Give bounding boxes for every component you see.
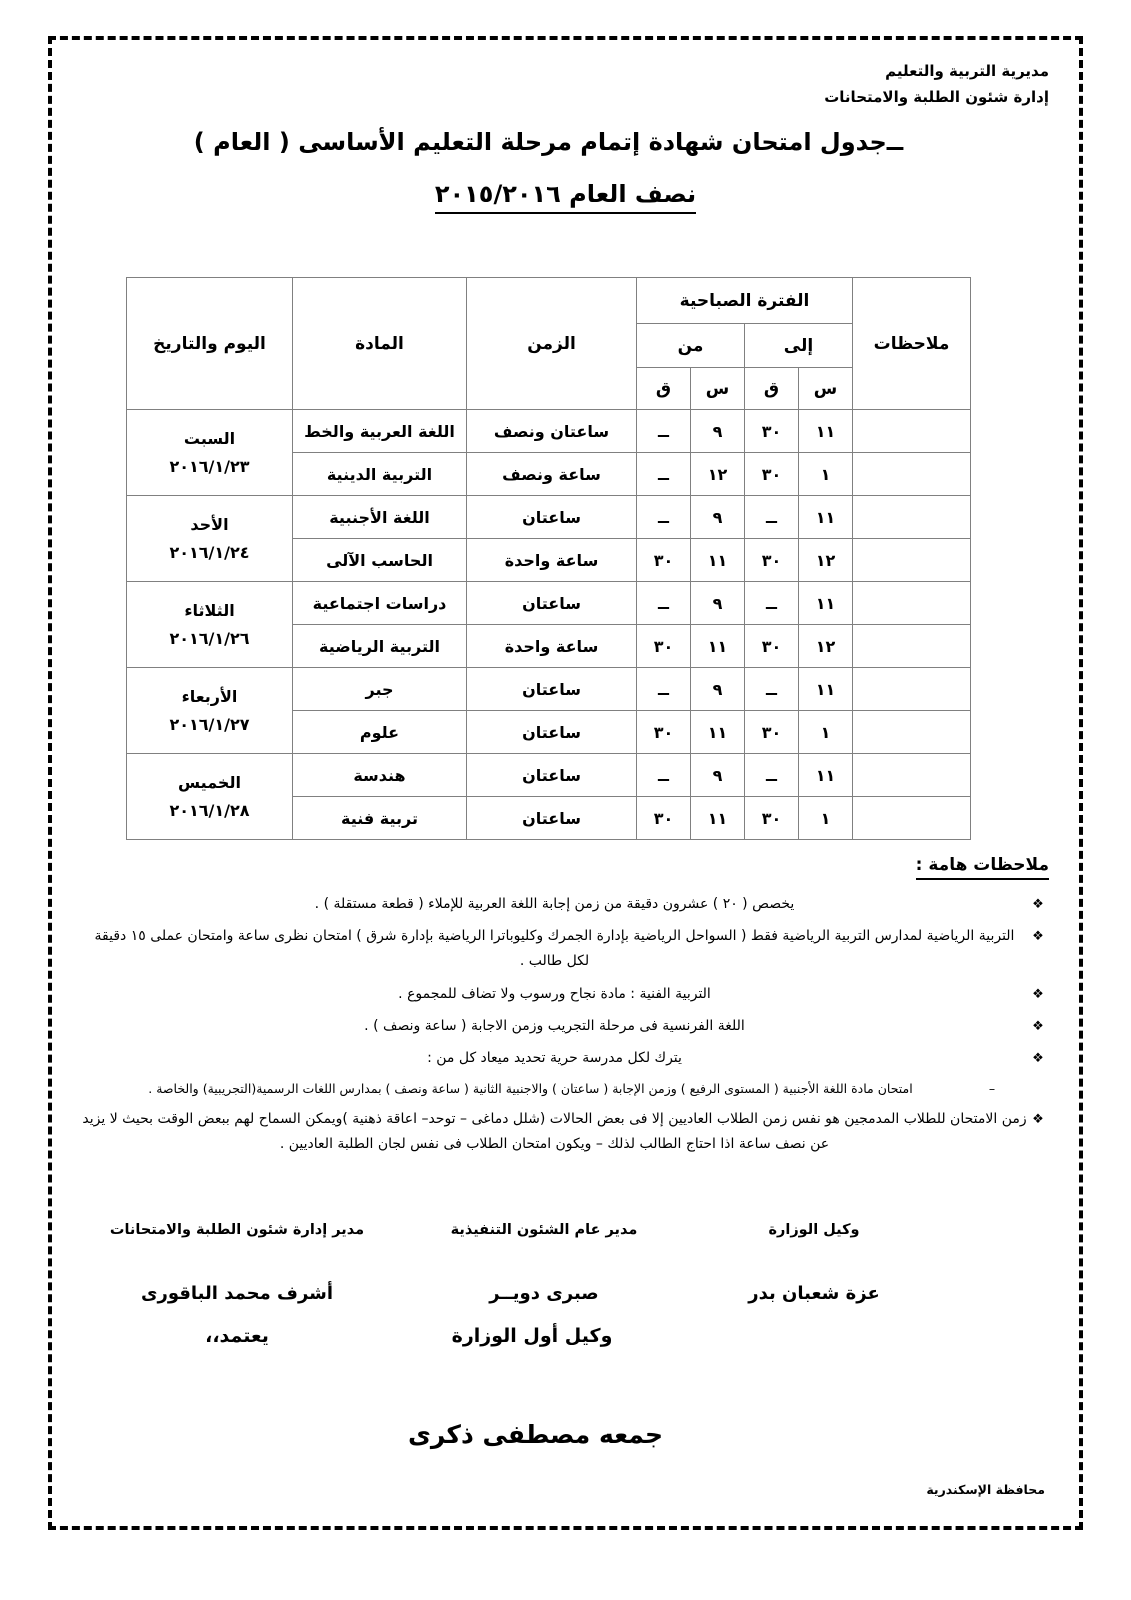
cell-to-hour: ١	[799, 711, 853, 754]
day-name: الأحد	[190, 515, 229, 535]
col-header-from-hour: س	[691, 368, 745, 410]
cell-from-hour: ٩	[691, 754, 745, 797]
page-title	[0, 128, 1131, 156]
cell-subject: التربية الرياضية	[293, 625, 467, 668]
col-header-day-date: اليوم والتاريخ	[127, 278, 293, 410]
cell-to-minute: ٣٠	[745, 711, 799, 754]
note-item	[82, 892, 1049, 917]
cell-duration: ساعتان	[467, 582, 637, 625]
cell-to-minute: ٣٠	[745, 797, 799, 840]
cell-day-date	[127, 410, 293, 496]
day-name: الثلاثاء	[184, 601, 235, 621]
col-header-morning-period: الفترة الصباحية	[637, 278, 853, 324]
cell-duration: ساعتان	[467, 496, 637, 539]
approval-label: يعتمد،،	[205, 1325, 269, 1347]
col-header-notes: ملاحظات	[853, 278, 971, 410]
cell-duration: ساعة ونصف	[467, 453, 637, 496]
cell-duration: ساعة واحدة	[467, 539, 637, 582]
col-header-subject: المادة	[293, 278, 467, 410]
header-row-1	[127, 278, 971, 324]
table-row	[127, 410, 971, 453]
cell-to-hour: ١١	[799, 754, 853, 797]
diamond-bullet-icon: ❖	[1032, 897, 1044, 912]
col-header-duration: الزمن	[467, 278, 637, 410]
approval-row	[82, 1325, 1049, 1347]
note-item	[82, 1046, 1049, 1071]
cell-from-hour: ١٢	[691, 453, 745, 496]
cell-from-minute: ــ	[637, 453, 691, 496]
note-text: التربية الرياضية لمدارس التربية الرياضية فقط ( السواحل الرياضية بإدارة الجمرك وكليوباترا الرياضية بإدارة شرق ) امتحان نظرى ساعة وامتحان عملى ١٥ دقيقة لكل طالب .	[94, 928, 1015, 970]
cell-notes	[853, 754, 971, 797]
cell-notes	[853, 625, 971, 668]
note-text: التربية الفنية : مادة نجاح ورسوب ولا تضاف للمجموع .	[398, 985, 711, 1002]
day-name: الأربعاء	[181, 687, 238, 707]
col-header-to-hour: س	[799, 368, 853, 410]
cell-to-hour: ١٢	[799, 539, 853, 582]
exam-schedule-table	[126, 277, 971, 840]
dash-bullet-icon: –	[988, 1081, 996, 1097]
note-item	[82, 982, 1049, 1007]
cell-notes	[853, 797, 971, 840]
cell-duration: ساعتان	[467, 668, 637, 711]
cell-notes	[853, 453, 971, 496]
cell-to-minute: ٣٠	[745, 539, 799, 582]
cell-subject: اللغة العربية والخط	[293, 410, 467, 453]
cell-from-minute: ٣٠	[637, 539, 691, 582]
cell-from-hour: ٩	[691, 582, 745, 625]
cell-duration: ساعة واحدة	[467, 625, 637, 668]
col-header-to: إلى	[745, 324, 853, 368]
note-item	[82, 1107, 1049, 1157]
diamond-bullet-icon: ❖	[1032, 986, 1044, 1002]
cell-to-minute: ٣٠	[745, 453, 799, 496]
table-row	[127, 754, 971, 797]
diamond-bullet-icon: ❖	[1032, 929, 1044, 945]
cell-to-minute: ٣٠	[745, 625, 799, 668]
note-text: يخصص ( ٢٠ ) عشرون دقيقة من زمن إجابة اللغة العربية للإملاء ( قطعة مستقلة ) .	[314, 896, 795, 912]
cell-to-minute: ٣٠	[745, 410, 799, 453]
cell-from-minute: ــ	[637, 582, 691, 625]
subtitle-text: نصف العام ٢٠١٥/٢٠١٦	[435, 180, 696, 214]
note-item	[82, 924, 1049, 974]
signature-role-1: مدير إدارة شئون الطلبة والامتحانات	[109, 1222, 365, 1238]
signature-name-1: أشرف محمد الباقورى	[140, 1283, 334, 1304]
note-text: يترك لكل مدرسة حرية تحديد ميعاد كل من :	[427, 1049, 682, 1066]
cell-notes	[853, 668, 971, 711]
cell-from-minute: ــ	[637, 754, 691, 797]
table-row	[127, 496, 971, 539]
signature-name-3: عزة شعبان بدر	[748, 1283, 880, 1304]
day-date: ٢٠١٦/١/٢٦	[169, 628, 250, 648]
cell-to-hour: ١١	[799, 668, 853, 711]
cell-from-hour: ٩	[691, 410, 745, 453]
signature-name-2: صبرى دويــر	[489, 1283, 599, 1304]
cell-to-hour: ١٢	[799, 625, 853, 668]
cell-from-minute: ــ	[637, 496, 691, 539]
note-text: زمن الامتحان للطلاب المدمجين هو نفس زمن الطلاب العاديين إلا فى بعض الحالات (شلل دماغى – توحد– اعاقة ذهنية )ويمكن السماح لهم ببعض الوقت بحيث لا يزيد عن نصف ساعة اذا احتاج الطالب لذلك – ويكون امتحان الطلاب فى نفس لجان الطلبة العاديين .	[82, 1110, 1027, 1152]
diamond-bullet-icon: ❖	[1032, 1050, 1044, 1066]
col-header-to-minute: ق	[745, 368, 799, 410]
cell-notes	[853, 496, 971, 539]
table-head	[127, 278, 971, 410]
cell-from-minute: ــ	[637, 668, 691, 711]
cell-to-hour: ١١	[799, 410, 853, 453]
important-notes-section	[82, 855, 1049, 1164]
cell-to-minute: ــ	[745, 668, 799, 711]
notes-title: ملاحظات هامة :	[916, 855, 1049, 880]
cell-duration: ساعتان	[467, 754, 637, 797]
cell-to-hour: ١	[799, 453, 853, 496]
day-date: ٢٠١٦/١/٢٧	[169, 714, 250, 734]
cell-subject: جبر	[293, 668, 467, 711]
diamond-bullet-icon: ❖	[1032, 1018, 1044, 1034]
day-name: الخميس	[178, 773, 241, 793]
signature-roles-row	[82, 1222, 1049, 1238]
cell-from-hour: ١١	[691, 797, 745, 840]
cell-notes	[853, 539, 971, 582]
day-name: السبت	[183, 429, 236, 449]
approval-signature-name: جمعه مصطفى ذكرى	[407, 1420, 664, 1449]
title-main-text: جدول امتحان شهادة إتمام مرحلة التعليم الأساسى ( العام )	[193, 128, 887, 156]
cell-from-minute: ٣٠	[637, 711, 691, 754]
cell-day-date	[127, 668, 293, 754]
cell-day-date	[127, 754, 293, 840]
day-date: ٢٠١٦/١/٢٤	[169, 542, 250, 562]
cell-to-minute: ــ	[745, 754, 799, 797]
signature-names-row	[82, 1283, 1049, 1304]
cell-from-hour: ١١	[691, 625, 745, 668]
governorate-label: محافظة الإسكندرية	[926, 1482, 1045, 1497]
notes-list	[82, 892, 1049, 1157]
table-body	[127, 410, 971, 840]
cell-notes	[853, 410, 971, 453]
note-text: اللغة الفرنسية فى مرحلة التجريب وزمن الاجابة ( ساعة ونصف ) .	[364, 1017, 745, 1034]
cell-from-hour: ٩	[691, 668, 745, 711]
cell-duration: ساعتان ونصف	[467, 410, 637, 453]
title-dash: ــ	[886, 128, 904, 156]
cell-from-minute: ــ	[637, 410, 691, 453]
note-sub-text: امتحان مادة اللغة الأجنبية ( المستوى الرفيع ) وزمن الإجابة ( ساعتان ) والاجنبية الثانية ( ساعة ونصف ) بمدارس اللغات الرسمية(التجريبية) والخاصة .	[148, 1081, 913, 1097]
cell-subject: دراسات اجتماعية	[293, 582, 467, 625]
cell-notes	[853, 711, 971, 754]
cell-notes	[853, 582, 971, 625]
cell-subject: التربية الدينية	[293, 453, 467, 496]
table-row	[127, 582, 971, 625]
cell-day-date	[127, 582, 293, 668]
cell-to-hour: ١١	[799, 582, 853, 625]
cell-day-date	[127, 496, 293, 582]
cell-from-hour: ١١	[691, 539, 745, 582]
cell-to-hour: ١	[799, 797, 853, 840]
day-date: ٢٠١٦/١/٢٨	[169, 800, 250, 820]
cell-subject: علوم	[293, 711, 467, 754]
page-subtitle	[0, 180, 1131, 214]
col-header-from: من	[637, 324, 745, 368]
cell-to-minute: ــ	[745, 496, 799, 539]
table-row	[127, 668, 971, 711]
signature-role-3: وكيل الوزارة	[768, 1222, 860, 1238]
cell-duration: ساعتان	[467, 711, 637, 754]
directorate-line: مديرية التربية والتعليم	[885, 62, 1049, 80]
day-date: ٢٠١٦/١/٢٣	[169, 456, 250, 476]
cell-to-hour: ١١	[799, 496, 853, 539]
diamond-bullet-icon: ❖	[1032, 1111, 1044, 1127]
cell-subject: هندسة	[293, 754, 467, 797]
cell-duration: ساعتان	[467, 797, 637, 840]
signature-role-2: مدير عام الشئون التنفيذية	[450, 1222, 638, 1238]
cell-to-minute: ــ	[745, 582, 799, 625]
header-department-block	[824, 58, 1049, 111]
note-sub-item	[82, 1078, 1049, 1101]
cell-from-hour: ١١	[691, 711, 745, 754]
approval-role: وكيل أول الوزارة	[451, 1325, 613, 1347]
cell-from-minute: ٣٠	[637, 797, 691, 840]
note-item	[82, 1014, 1049, 1039]
cell-subject: اللغة الأجنبية	[293, 496, 467, 539]
cell-from-minute: ٣٠	[637, 625, 691, 668]
cell-subject: الحاسب الآلى	[293, 539, 467, 582]
cell-from-hour: ٩	[691, 496, 745, 539]
cell-subject: تربية فنية	[293, 797, 467, 840]
administration-line: إدارة شئون الطلبة والامتحانات	[824, 88, 1049, 107]
col-header-from-minute: ق	[637, 368, 691, 410]
